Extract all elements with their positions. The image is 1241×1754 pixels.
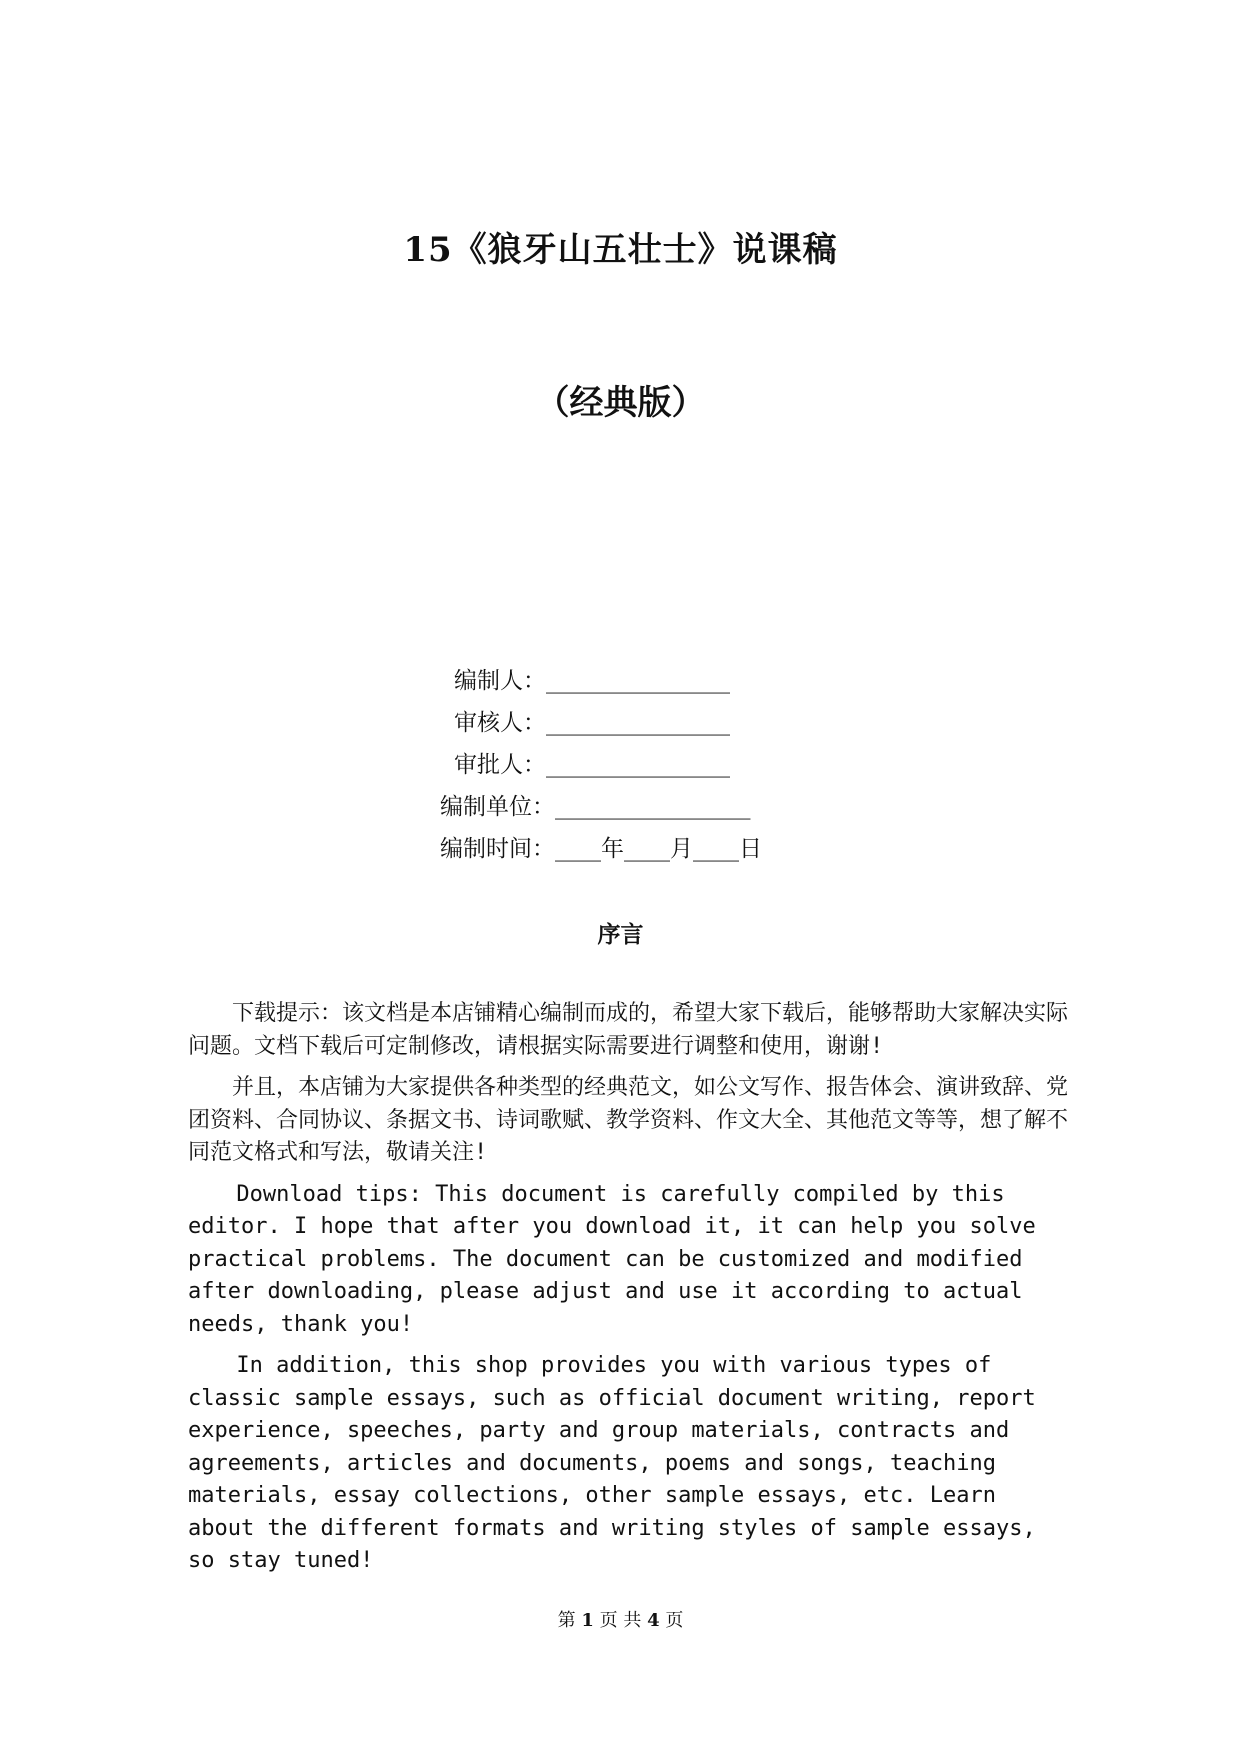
- meta-row-reviewer: [440, 702, 762, 744]
- preface-heading: 序言: [597, 921, 644, 948]
- document-subtitle: （经典版）: [535, 383, 706, 423]
- meta-value-compiler: ________________: [546, 668, 730, 694]
- preface-paragraph-en-2: In addition, this shop provides you with various types of classic sample essays, such as official document writing, report experience, speeches, party and group materials, contracts and agreements, articles and documents, poems and songs, teaching materials, essay collections, other sample essays, etc. Learn about the different formats and writing styles of sample essays, so stay tuned!: [188, 1353, 1036, 1573]
- preface-paragraph-en-1: Download tips: This document is carefully compiled by this editor. I hope that after you download it, it can help you solve practical problems. The document can be customized and modified after downloading, please adjust and use it according to actual needs, thank you!: [188, 1181, 1036, 1337]
- preface-body: [188, 998, 1068, 1587]
- meta-block: [440, 660, 762, 870]
- footer-prefix: 第: [557, 1610, 576, 1631]
- page-footer: [0, 1606, 1241, 1632]
- footer-middle: 页 共: [599, 1610, 642, 1631]
- meta-value-approver: ________________: [546, 752, 730, 778]
- footer-page-number: 1: [581, 1610, 594, 1631]
- meta-label-approver: 审批人：: [454, 752, 546, 778]
- preface-paragraph-cn-2: 并且，本店铺为大家提供各种类型的经典范文，如公文写作、报告体会、演讲致辞、党团资料、合同协议、条据文书、诗词歌赋、教学资料、作文大全、其他范文等等，想了解不同范文格式和写法，敬请关注!: [188, 1075, 1069, 1165]
- meta-row-unit: [440, 786, 762, 828]
- meta-label-compiler: 编制人：: [454, 668, 546, 694]
- meta-value-time: ____年____月____日: [555, 836, 762, 862]
- document-title: 15《狼牙山五壮士》说课稿: [403, 230, 838, 270]
- footer-total-pages: 4: [647, 1610, 660, 1631]
- meta-row-approver: [440, 744, 762, 786]
- footer-suffix: 页: [665, 1610, 684, 1631]
- meta-label-reviewer: 审核人：: [454, 710, 546, 736]
- meta-label-time: 编制时间：: [440, 836, 555, 862]
- meta-value-reviewer: ________________: [546, 710, 730, 736]
- preface-paragraph-cn-1: 下载提示：该文档是本店铺精心编制而成的，希望大家下载后，能够帮助大家解决实际问题。文档下载后可定制修改，请根据实际需要进行调整和使用，谢谢!: [188, 1001, 1069, 1059]
- meta-row-time: [440, 828, 762, 870]
- meta-row-compiler: [440, 660, 762, 702]
- meta-label-unit: 编制单位：: [440, 794, 555, 820]
- meta-value-unit: _________________: [555, 794, 751, 820]
